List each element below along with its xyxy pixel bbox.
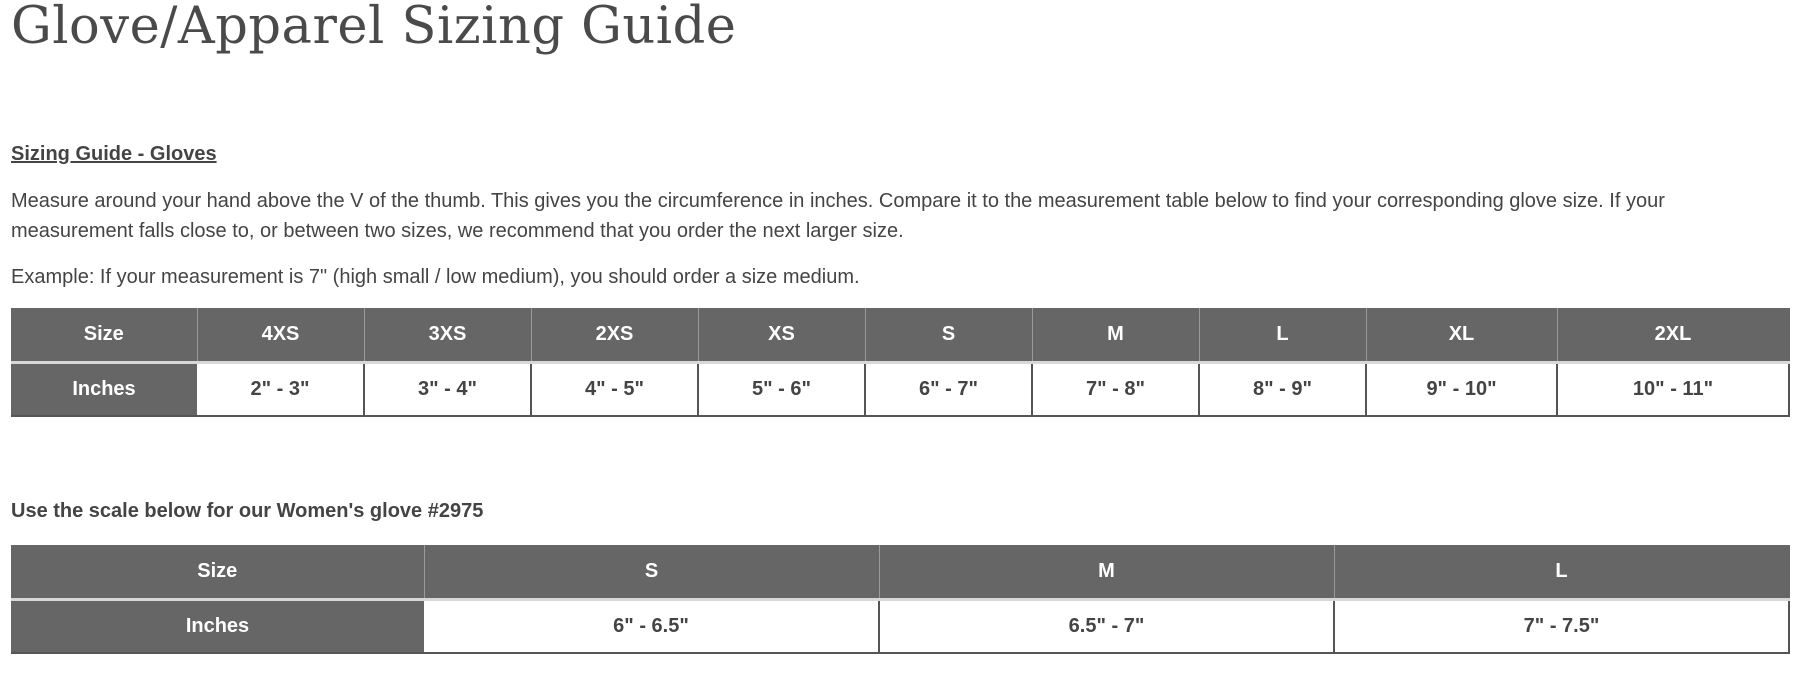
glove-inches-cell: 6" - 7" [865, 362, 1032, 416]
glove-size-header: XL [1366, 308, 1557, 362]
glove-size-header: S [865, 308, 1032, 362]
womens-size-table [11, 545, 1790, 654]
womens-inches-row [11, 599, 1789, 653]
womens-size-header: S [424, 545, 879, 599]
glove-inches-cell: 7" - 8" [1032, 362, 1199, 416]
womens-size-header: L [1334, 545, 1789, 599]
glove-inches-cell: 4" - 5" [531, 362, 698, 416]
glove-size-header: XS [698, 308, 865, 362]
glove-inches-cell: 9" - 10" [1366, 362, 1557, 416]
womens-inches-label: Inches [11, 599, 424, 653]
glove-inches-cell: 2" - 3" [197, 362, 364, 416]
glove-inches-label: Inches [11, 362, 197, 416]
glove-size-header: 2XS [531, 308, 698, 362]
glove-size-header: 4XS [197, 308, 364, 362]
glove-size-header: M [1032, 308, 1199, 362]
gloves-intro-text: Measure around your hand above the V of the thumb. This gives you the circumference in inches. Compare it to the measurement table below to find your corresponding glove size. If your measurement falls close to, or between two sizes, we recommend that you order the next larger size. [11, 190, 1665, 242]
glove-inches-row [11, 362, 1789, 416]
glove-size-header: 2XL [1557, 308, 1789, 362]
glove-size-table [11, 308, 1790, 417]
womens-glove-note: Use the scale below for our Women's glove #2975 [11, 500, 484, 522]
womens-inches-cell: 7" - 7.5" [1334, 599, 1789, 653]
glove-inches-cell: 3" - 4" [364, 362, 531, 416]
womens-inches-cell: 6.5" - 7" [879, 599, 1334, 653]
glove-inches-cell: 5" - 6" [698, 362, 865, 416]
womens-size-row [11, 545, 1789, 599]
womens-inches-cell: 6" - 6.5" [424, 599, 879, 653]
glove-size-row [11, 308, 1789, 362]
womens-size-label: Size [11, 545, 424, 599]
gloves-example-text: Example: If your measurement is 7" (high small / low medium), you should order a size medium. [11, 266, 860, 288]
womens-size-header: M [879, 545, 1334, 599]
glove-inches-cell: 10" - 11" [1557, 362, 1789, 416]
glove-size-header: 3XS [364, 308, 531, 362]
glove-inches-cell: 8" - 9" [1199, 362, 1366, 416]
gloves-section-heading: Sizing Guide - Gloves [11, 143, 217, 165]
glove-size-label: Size [11, 308, 197, 362]
glove-size-header: L [1199, 308, 1366, 362]
page-title: Glove/Apparel Sizing Guide [11, 0, 737, 56]
